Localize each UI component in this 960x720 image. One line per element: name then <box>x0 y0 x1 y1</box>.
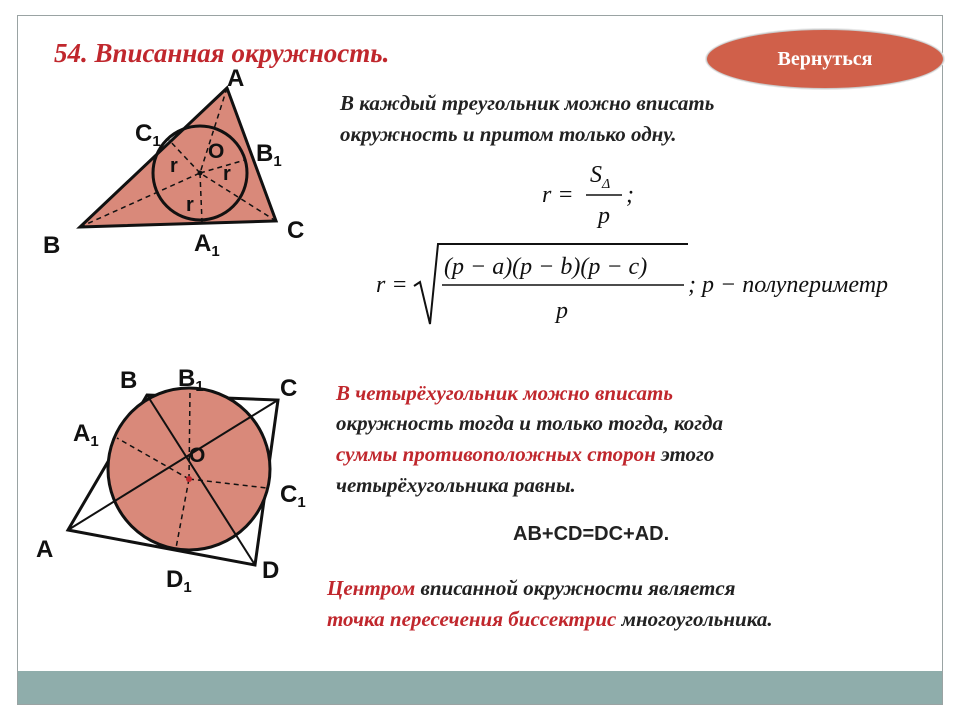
formula1-denominator: p <box>598 203 610 229</box>
quad-vertex-label-c: C <box>280 375 298 402</box>
formula1-lhs: r = <box>542 182 574 208</box>
formula2-lhs: r = <box>376 272 408 298</box>
triangle-statement-line2: окружность и притом только одну. <box>340 122 677 146</box>
radius-label-3: r <box>186 194 194 216</box>
touch-label-b1: $B_1$ <box>256 140 282 170</box>
touch-label-c1: $C_1$ <box>135 120 161 150</box>
vertex-label-b: B <box>43 232 61 259</box>
formula1-numerator: $S_\Delta$ <box>590 162 611 192</box>
quad-vertex-label-a: A <box>36 536 54 563</box>
formula2-tail: ; p − полупериметр <box>688 272 889 298</box>
quad-statement-line2: окружность тогда и только тогда, когда <box>336 411 723 435</box>
quad-touch-label-d1: $D_1$ <box>166 566 192 596</box>
quad-statement-line1: В четырёхугольник можно вписать <box>336 381 673 405</box>
center-statement-rest1: вписанной окружности является <box>415 576 736 600</box>
center-statement-highlight1: Центром <box>327 576 416 600</box>
quad-touch-label-b1: $B_1$ <box>178 365 204 395</box>
sides-equation: AB+CD=DC+AD. <box>513 523 670 545</box>
vertex-label-a: A <box>227 65 245 92</box>
formula-heron-radius <box>370 238 940 328</box>
radius-label-1: r <box>170 155 178 177</box>
touch-label-a1: $A_1$ <box>194 230 220 260</box>
center-label-o: O <box>208 140 225 163</box>
quad-statement-line4: четырёхугольника равны. <box>336 473 576 497</box>
radius-label-2: r <box>223 163 231 185</box>
slide-title: 54. Вписанная окружность. <box>54 38 390 68</box>
center-statement-line2 <box>327 604 773 635</box>
quad-statement-line3 <box>336 439 714 470</box>
quad-vertex-label-d: D <box>262 557 280 584</box>
center-statement-line1 <box>327 573 735 604</box>
quad-statement-highlight: суммы противоположных сторон <box>336 442 656 466</box>
center-point <box>198 171 203 176</box>
vertex-label-c: C <box>287 217 305 244</box>
quad-touch-label-c1: $C_1$ <box>280 481 306 511</box>
quad-statement-line3-rest: этого <box>655 442 715 466</box>
formula2-numerator: (p − a)(p − b)(p − c) <box>444 254 648 280</box>
quad-center-point <box>186 476 192 482</box>
triangle-statement-line1: В каждый треугольник можно вписать <box>340 91 715 115</box>
triangle-shape <box>80 88 276 227</box>
formula1-end: ; <box>626 182 634 208</box>
formula2-denominator: p <box>556 298 568 324</box>
back-button[interactable]: Вернуться <box>706 29 944 89</box>
center-statement-rest2: многоугольника. <box>616 607 773 631</box>
formula-area-radius <box>520 150 650 230</box>
center-statement-highlight2: точка пересечения биссектрис <box>327 607 617 631</box>
quad-vertex-label-b: B <box>120 367 138 394</box>
quad-touch-label-a1: $A_1$ <box>73 420 99 450</box>
quad-center-label-o: O <box>189 444 206 467</box>
